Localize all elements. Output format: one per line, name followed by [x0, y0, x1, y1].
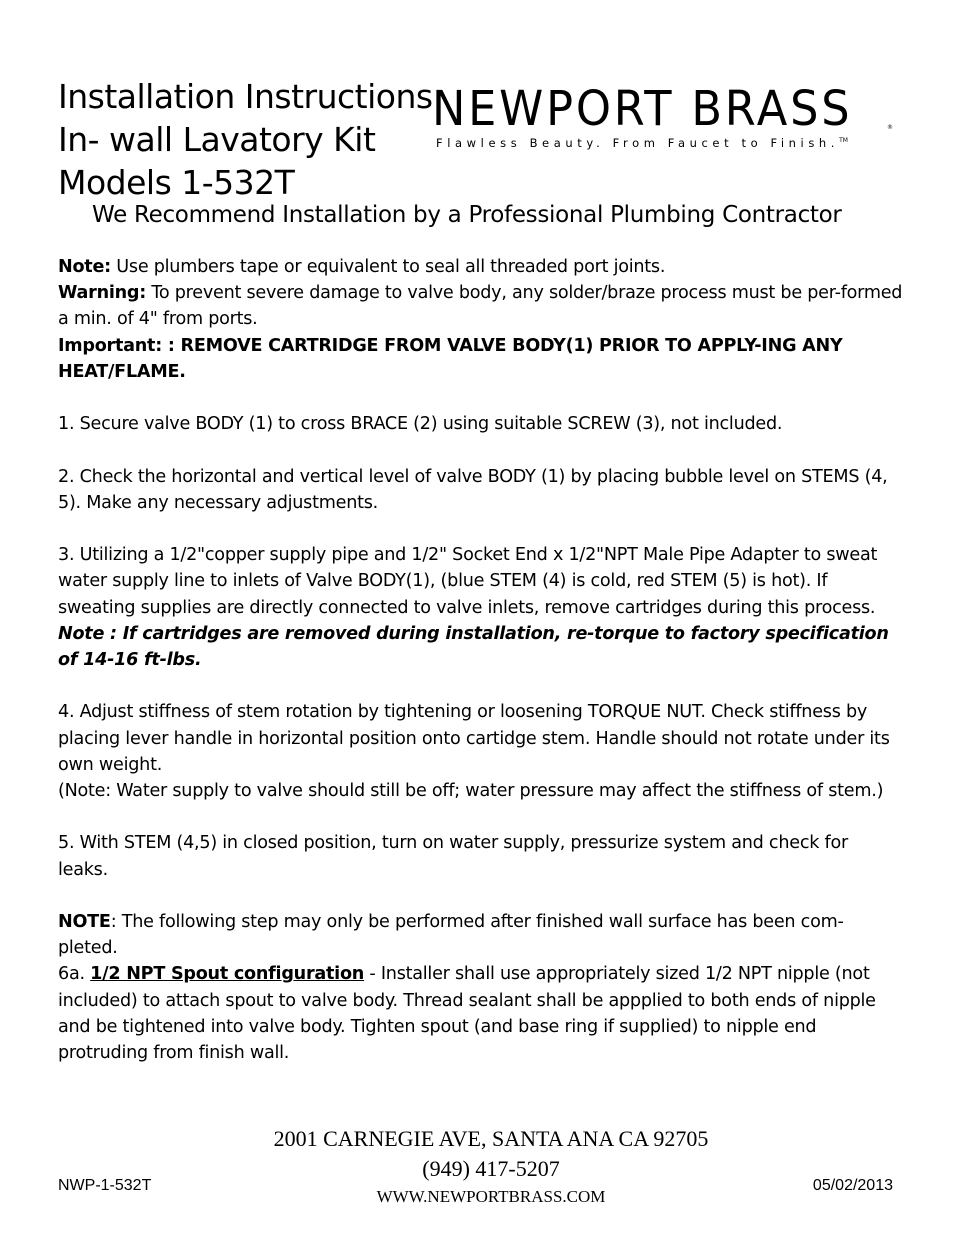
- step-6a: [58, 961, 903, 1066]
- logo-tagline: Flawless Beauty. From Faucet to Finish.™: [436, 136, 848, 150]
- model-number: Models 1-532T: [58, 163, 295, 202]
- step-4: 4. Adjust stiffness of stem rotation by tightening or loosening TORQUE NUT. Check stiffness by placing lever handle in horizontal position onto cartidge stem. Handle should not rotate under its own weight.: [58, 702, 890, 775]
- warning-label: Warning:: [58, 283, 147, 304]
- final-note-text: : The following step may only be performed after finished wall surface has been com-pleted.: [58, 911, 844, 959]
- company-website: WWW.NEWPORTBRASS.COM: [376, 1187, 606, 1206]
- step-3-note: Note : If cartridges are removed during installation, re-torque to factory specification of 14-16 ft-lbs.: [58, 623, 889, 670]
- step-1: 1. Secure valve BODY (1) to cross BRACE (2) using suitable SCREW (3), not included.: [58, 414, 783, 435]
- step-4-note: (Note: Water supply to valve should still be off; water pressure may affect the stiffness of stem.): [58, 781, 884, 801]
- step-5: 5. With STEM (4,5) in closed position, turn on water supply, pressurize system and check for leaks.: [58, 833, 848, 880]
- company-phone: (949) 417-5207: [422, 1156, 560, 1181]
- logo-registered-mark: ®: [887, 124, 893, 131]
- final-note-label: NOTE: [58, 911, 111, 932]
- document-title: Installation Instructions: [58, 77, 433, 116]
- document-date: 05/02/2013: [812, 1177, 893, 1194]
- warning-paragraph: [58, 280, 903, 332]
- important-paragraph: Important: : REMOVE CARTRIDGE FROM VALVE BODY(1) PRIOR TO APPLY-ING ANY HEAT/FLAME.: [58, 335, 843, 382]
- recommendation-line: We Recommend Installation by a Professional Plumbing Contractor: [92, 202, 842, 228]
- step-2: 2. Check the horizontal and vertical level of valve BODY (1) by placing bubble level on STEMS (4, 5). Make any necessary adjustments.: [58, 466, 888, 513]
- newport-brass-logo: [432, 81, 902, 164]
- company-address: 2001 CARNEGIE AVE, SANTA ANA CA 92705: [273, 1126, 709, 1151]
- note-paragraph: [58, 254, 903, 280]
- warning-text: To prevent severe damage to valve body, any solder/braze process must be per-formed a min. of 4" from ports.: [58, 283, 903, 330]
- step-6a-prefix: 6a.: [58, 964, 91, 985]
- logo-brand: NEWPORT BRASS: [432, 81, 853, 137]
- document-id: NWP-1-532T: [58, 1177, 152, 1194]
- final-note-paragraph: [58, 909, 903, 961]
- step-6a-text: - Installer shall use appropriately sized 1/2 NPT nipple (not included) to attach spout to valve body. Thread sealant shall be appplied to both ends of nipple and be tightened into valve body. Tighten spout (and base ring if supplied) to nipple end protruding from finish wall.: [58, 964, 876, 1063]
- note-text: Use plumbers tape or equivalent to seal all threaded port joints.: [110, 257, 666, 277]
- note-label: Note:: [58, 257, 111, 277]
- step-3: 3. Utilizing a 1/2"copper supply pipe and 1/2" Socket End x 1/2"NPT Male Pipe Adapter to sweat water supply line to inlets of Valve BODY(1), (blue STEM (4) is cold, red STEM (5) is hot). If sweating supplies are directly connected to valve inlets, remove cartridges during this process.: [58, 545, 878, 618]
- document-subtitle: In- wall Lavatory Kit: [58, 120, 376, 159]
- instructions-body: [58, 254, 903, 1066]
- step-6a-heading: 1/2 NPT Spout configuration: [90, 964, 365, 985]
